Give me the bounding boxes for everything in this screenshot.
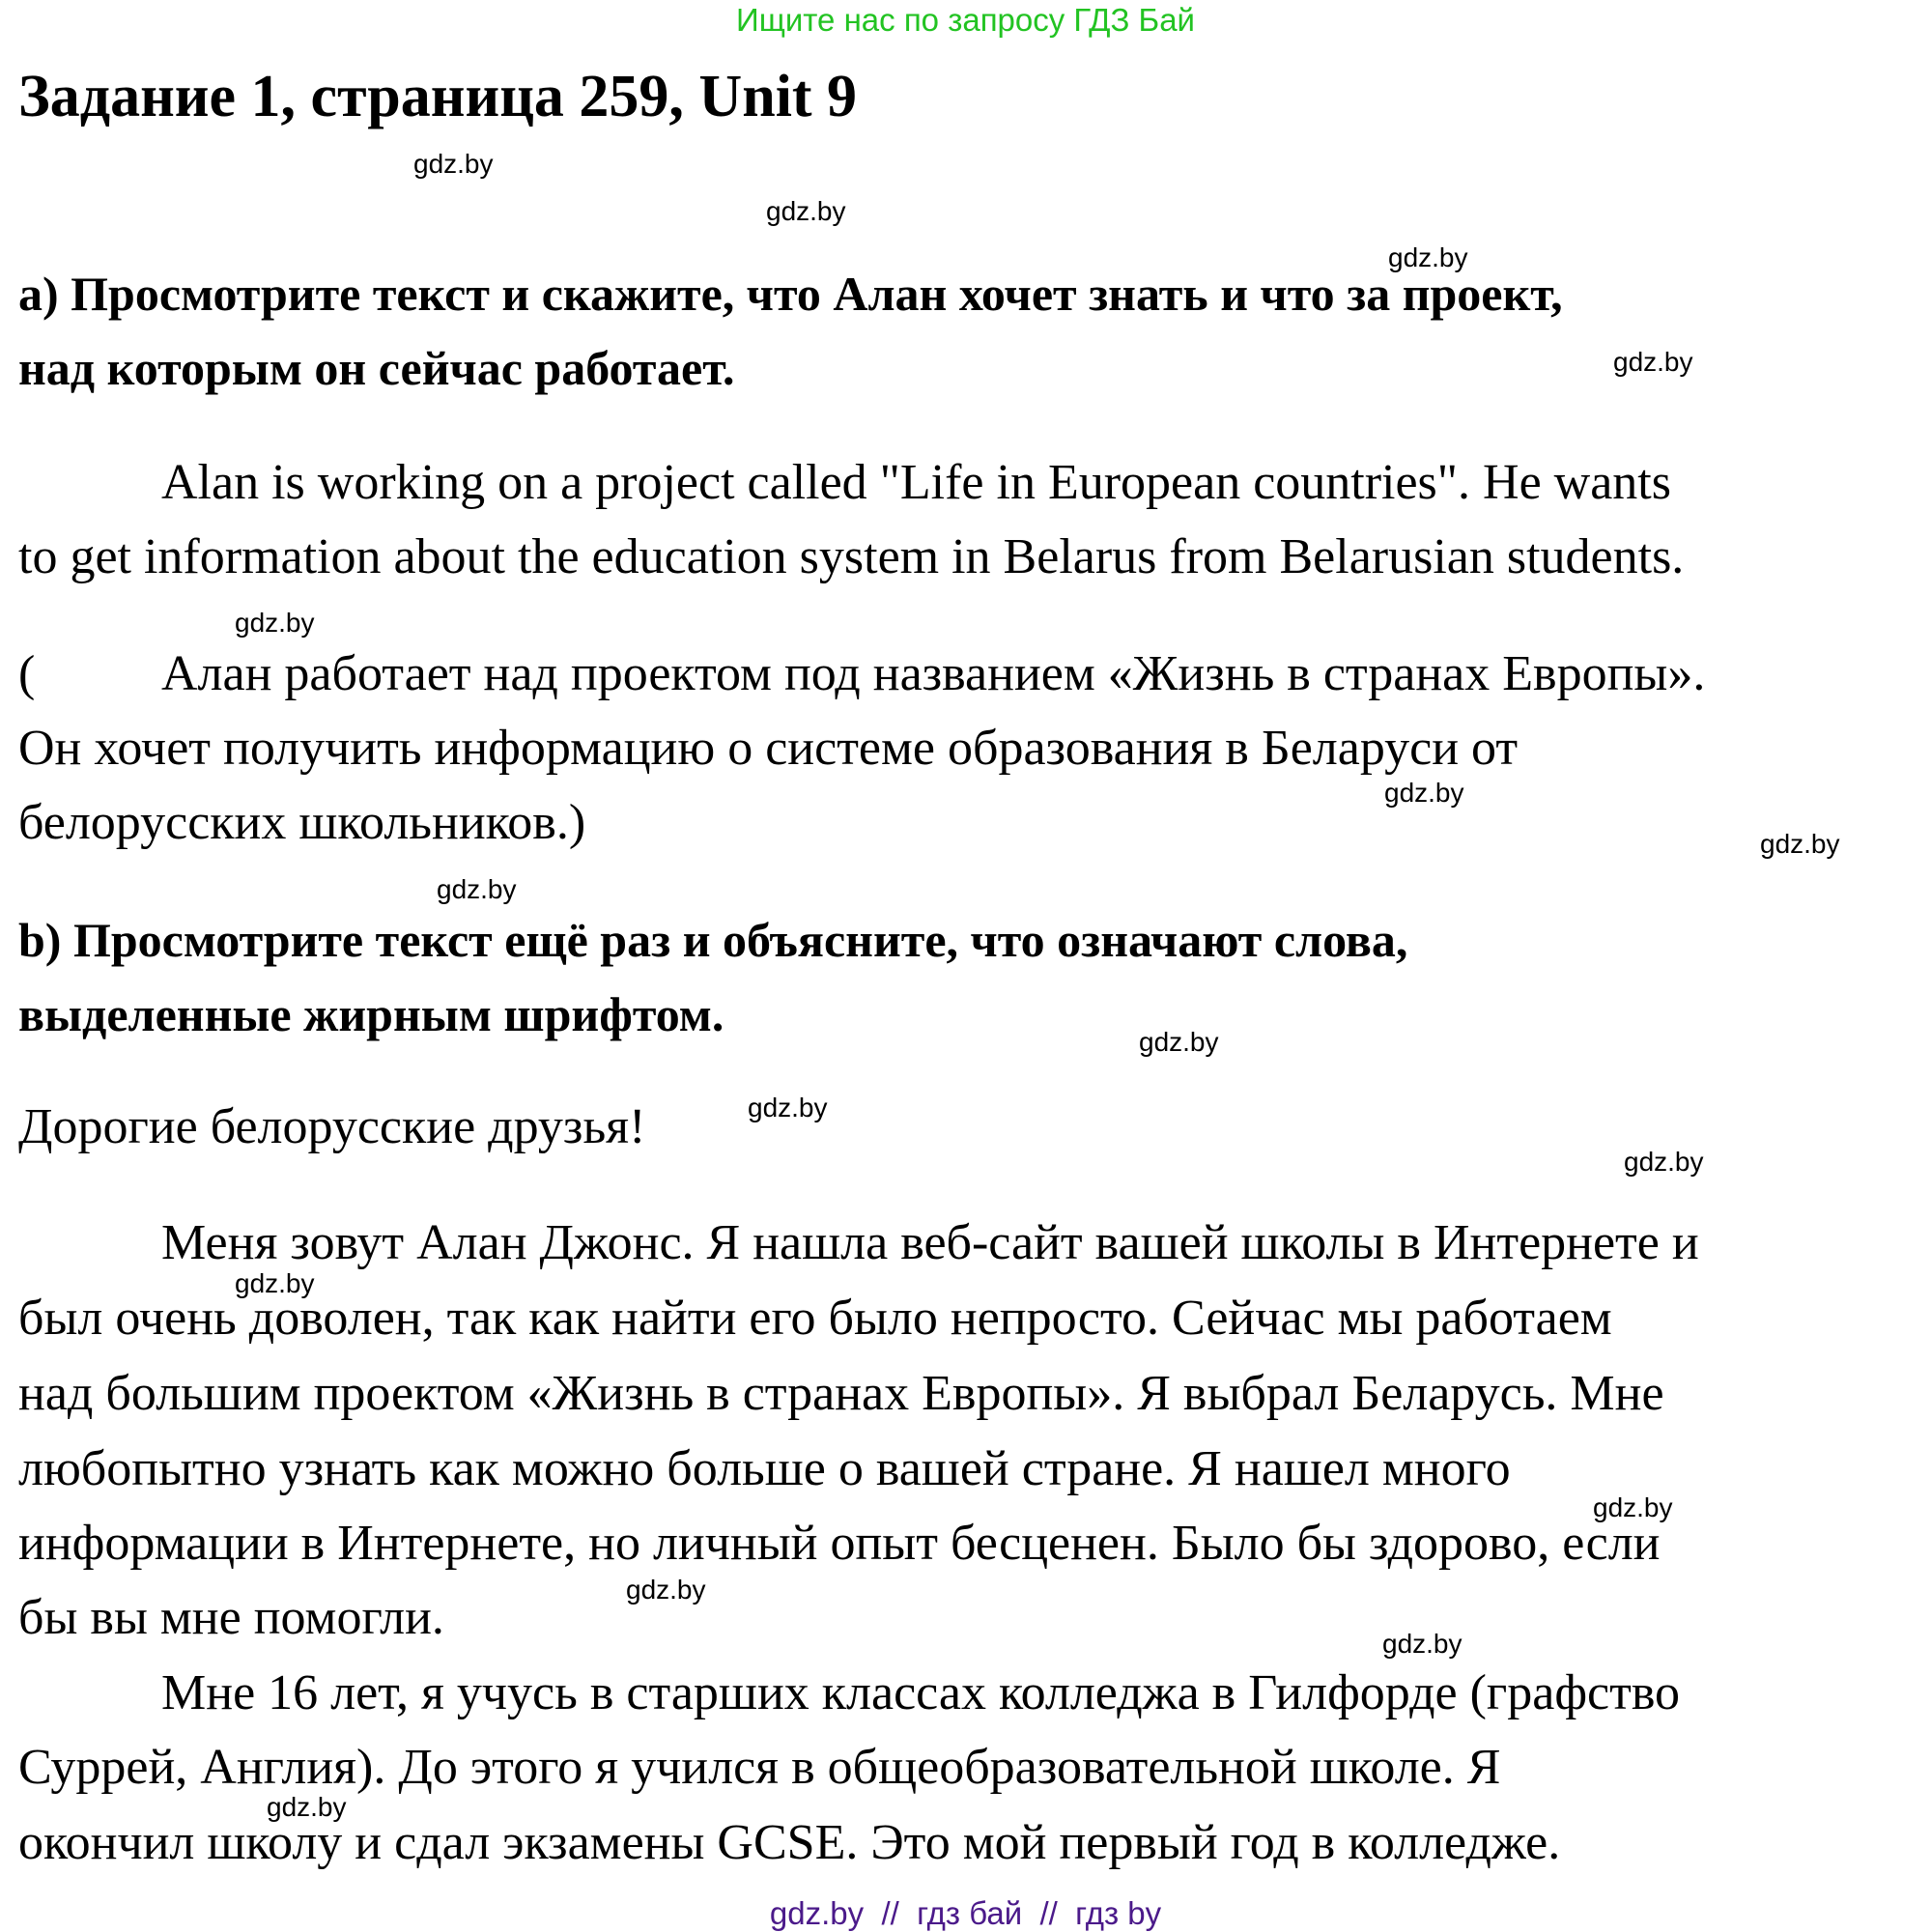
watermark: gdz.by	[413, 149, 494, 179]
english-line: to get information about the education system in Belarus from Belarusian students.	[18, 529, 1685, 584]
letter-line: Мне 16 лет, я учусь в старших классах колледжа в Гилфорде (графство	[161, 1665, 1681, 1720]
task-a-line: a) Просмотрите текст и скажите, что Алан хочет знать и что за проект,	[18, 267, 1563, 321]
footer-links: gdz.by // гдз бай // гдз by	[769, 1895, 1162, 1931]
watermark: gdz.by	[1593, 1492, 1673, 1522]
task-b-line: выделенные жирным шрифтом.	[18, 987, 724, 1041]
watermark: gdz.by	[235, 608, 315, 638]
watermark: gdz.by	[1382, 1629, 1462, 1659]
letter-line: окончил школу и сдал экзамены GCSE. Это мой первый год в колледже.	[18, 1815, 1561, 1870]
watermark: gdz.by	[235, 1268, 315, 1298]
translation-line: белорусских школьников.)	[18, 795, 586, 850]
watermark: gdz.by	[748, 1093, 828, 1122]
translation-line: Алан работает над проектом под названием «Жизнь в странах Европы».	[161, 646, 1706, 701]
letter-line: бы вы мне помогли.	[18, 1590, 444, 1645]
letter-line: был очень доволен, так как найти его было непросто. Сейчас мы работаем	[18, 1291, 1612, 1346]
page-title: Задание 1, страница 259, Unit 9	[18, 64, 858, 129]
watermark: gdz.by	[267, 1792, 347, 1822]
greeting: Дорогие белорусские друзья!	[18, 1099, 646, 1154]
task-b-line: b) Просмотрите текст ещё раз и объясните, что означают слова,	[18, 913, 1408, 967]
watermark: gdz.by	[1388, 242, 1468, 272]
header-banner: Ищите нас по запросу ГДЗ Бай	[736, 2, 1195, 38]
translation-line: Он хочет получить информацию о системе образования в Беларуси от	[18, 721, 1519, 776]
english-line: Alan is working on a project called "Life in European countries". He wants	[161, 455, 1671, 510]
letter-line: любопытно узнать как можно больше о вашей стране. Я нашел много	[18, 1441, 1511, 1496]
watermark: gdz.by	[437, 874, 517, 904]
watermark: gdz.by	[766, 196, 846, 226]
watermark: gdz.by	[1624, 1147, 1704, 1177]
letter-line: информации в Интернете, но личный опыт бесценен. Было бы здорово, если	[18, 1516, 1661, 1571]
task-a-line: над которым он сейчас работает.	[18, 341, 735, 395]
letter-line: Суррей, Англия). До этого я учился в общеобразовательной школе. Я	[18, 1740, 1501, 1795]
watermark: gdz.by	[1613, 347, 1693, 377]
letter-line: Меня зовут Алан Джонс. Я нашла веб-сайт вашей школы в Интернете и	[161, 1215, 1699, 1270]
letter-line: над большим проектом «Жизнь в странах Европы». Я выбрал Беларусь. Мне	[18, 1366, 1664, 1421]
watermark: gdz.by	[1139, 1027, 1219, 1057]
translation-paren: (	[18, 646, 36, 701]
watermark: gdz.by	[626, 1575, 706, 1605]
watermark: gdz.by	[1384, 778, 1464, 808]
watermark: gdz.by	[1760, 829, 1840, 859]
